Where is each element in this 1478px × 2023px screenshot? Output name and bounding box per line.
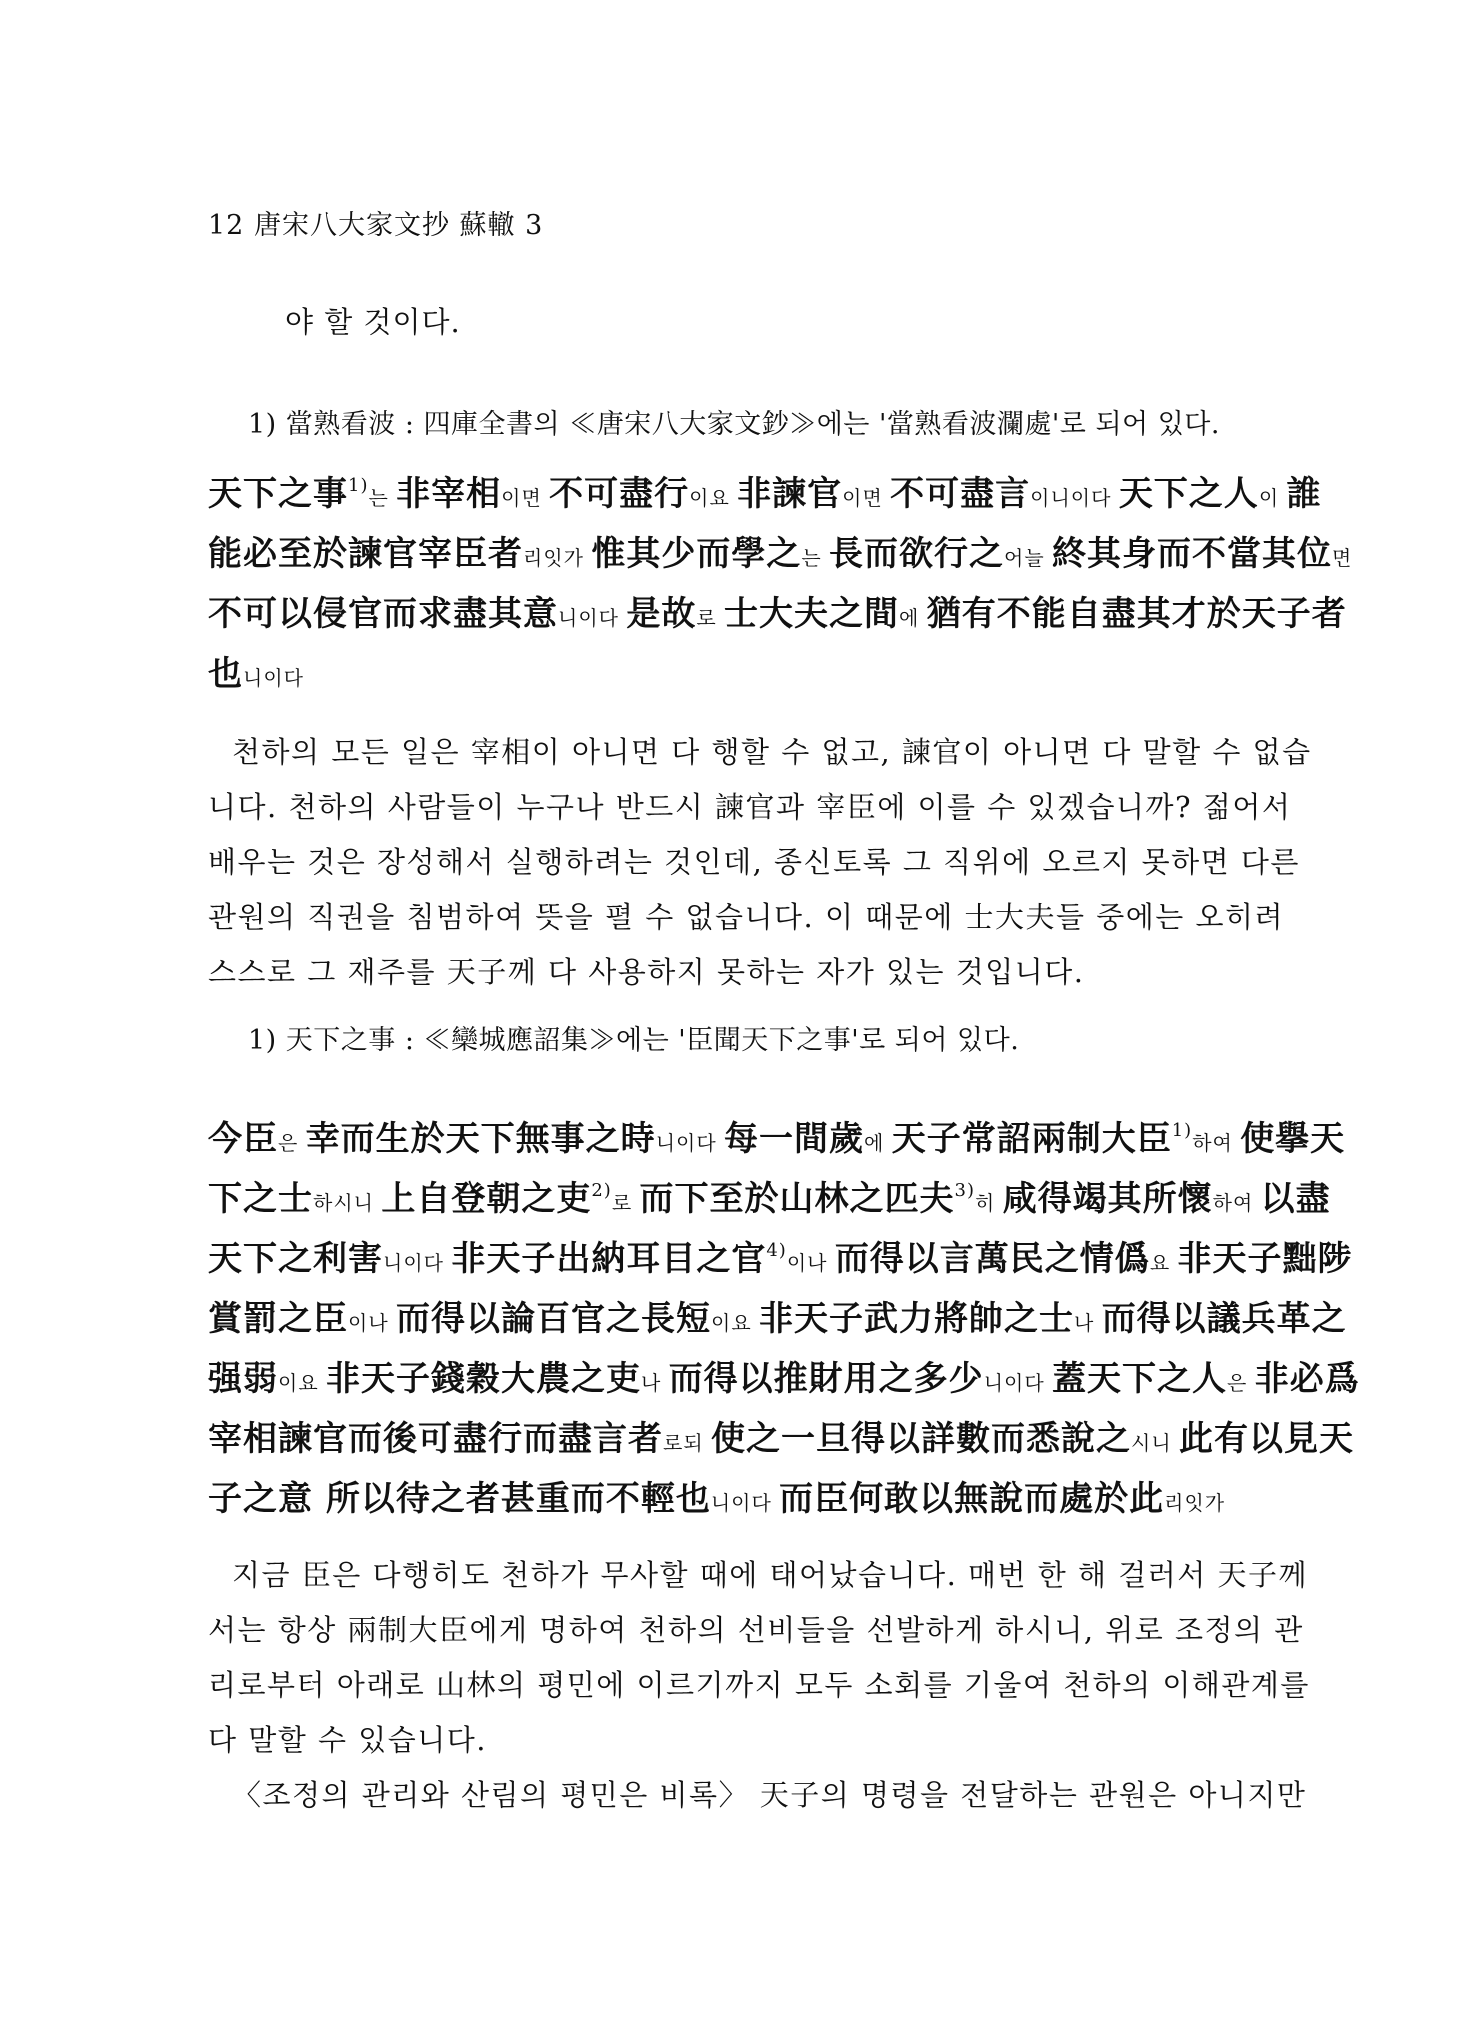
hangul-particle: 면 [1332, 546, 1353, 570]
hangul-particle: 이나 [786, 1251, 835, 1275]
hangul-particle: 는 [801, 546, 830, 570]
hanja-text: 天子常詔兩制大臣 [891, 1119, 1172, 1159]
hangul-particle: 로되 [663, 1431, 711, 1455]
hanja-text: 上自登朝之吏 [381, 1179, 592, 1219]
continuation-text: 야 할 것이다. [285, 305, 461, 339]
classical-line [208, 1170, 1331, 1232]
translation-line: 〈조정의 관리와 산림의 평민은 비록〉 天子의 명령을 전달하는 관원은 아니지만 [232, 1778, 1307, 1812]
hanja-text: 非諫官 [737, 474, 843, 514]
hangul-particle: 에 [899, 606, 927, 630]
hangul-particle: 이면 [842, 486, 891, 510]
footnote-marker: 1) [1171, 1120, 1193, 1141]
hanja-text: 天下之事 [208, 474, 348, 514]
translation-line: 지금 臣은 다행히도 천하가 무사할 때에 태어났습니다. 매번 한 해 걸러서 天子께 [232, 1558, 1309, 1592]
classical-line [208, 465, 1322, 527]
hangul-particle: 에 [864, 1131, 892, 1155]
classical-line [208, 585, 1347, 647]
hanja-text: 咸得竭其所懷 [1002, 1179, 1213, 1219]
hanja-text: 也 [208, 654, 243, 694]
hanja-text: 賞罰之臣 [208, 1299, 348, 1339]
hanja-text: 蓋天下之人 [1052, 1359, 1228, 1399]
hangul-particle: 이니이다 [1030, 486, 1119, 510]
hanja-text: 能必至於諫官宰臣者 [208, 534, 523, 574]
hangul-particle: 하여 [1212, 1191, 1261, 1215]
translation-line: 관원의 직권을 침범하여 뜻을 펼 수 없습니다. 이 때문에 士大夫들 중에는 오히려 [208, 900, 1285, 934]
hangul-particle: 로 [696, 606, 725, 630]
translation-line: 배우는 것은 장성해서 실행하려는 것인데, 종신토록 그 직위에 오르지 못하면 다른 [208, 845, 1300, 879]
hanja-text: 此有以見天 [1179, 1419, 1354, 1459]
translation-line: 니다. 천하의 사람들이 누구나 반드시 諫官과 宰臣에 이를 수 있겠습니까? 젊어서 [208, 790, 1292, 824]
hanja-text: 非必爲 [1254, 1359, 1360, 1399]
translation-line: 스스로 그 재주를 天子께 다 사용하지 못하는 자가 있는 것입니다. [208, 955, 1085, 989]
hanja-text: 不可盡行 [549, 474, 690, 514]
hanja-text: 惟其少而學之 [591, 534, 802, 574]
classical-line [208, 525, 1352, 587]
hanja-text: 不可盡言 [890, 474, 1031, 514]
hanja-text: 非宰相 [396, 474, 502, 514]
classical-line [208, 645, 304, 707]
translation-line: 서는 항상 兩制大臣에게 명하여 천하의 선비들을 선발하게 하시니, 위로 조정의 관 [208, 1613, 1304, 1647]
hanja-text: 使擧天 [1240, 1119, 1346, 1159]
hangul-particle: 어늘 [1004, 546, 1053, 570]
hangul-particle: 니이다 [983, 1371, 1053, 1395]
hanja-text: 而臣何敢以無說而處於此 [779, 1479, 1165, 1519]
footnote-marker: 3) [954, 1180, 975, 1201]
hanja-text: 宰相諫官而後可盡行而盡言者 [208, 1419, 663, 1459]
hanja-text: 而得以議兵革之 [1101, 1299, 1347, 1339]
hanja-text: 下之士 [208, 1179, 313, 1219]
classical-line [208, 1470, 1225, 1532]
hanja-text: 以盡 [1260, 1179, 1331, 1219]
hangul-particle: 나 [641, 1371, 669, 1395]
hanja-text: 今臣 [208, 1119, 278, 1159]
hanja-text: 使之一旦得以詳數而悉說之 [711, 1419, 1131, 1459]
footnote-marker: 4) [766, 1240, 787, 1261]
hangul-particle: 시니 [1131, 1431, 1179, 1455]
hanja-text: 非天子錢穀大農之吏 [326, 1359, 641, 1399]
hangul-particle: 이면 [501, 486, 550, 510]
hanja-text: 而得以推財用之多少 [668, 1359, 984, 1399]
hangul-particle: 히 [974, 1191, 1003, 1215]
hanja-text: 强弱 [208, 1359, 278, 1399]
hangul-particle: 리잇가 [1164, 1491, 1226, 1515]
hangul-particle: 이요 [711, 1311, 759, 1335]
footnote-marker: 2) [591, 1180, 612, 1201]
hanja-text: 幸而生於天下無事之時 [305, 1119, 656, 1159]
footnote: 1) 天下之事 : ≪欒城應詔集≫에는 '臣聞天下之事'로 되어 있다. [248, 1025, 1020, 1056]
hangul-particle: 니이다 [655, 1131, 725, 1155]
classical-line [208, 1350, 1360, 1412]
hangul-particle: 이요 [689, 486, 738, 510]
hangul-particle: 은 [278, 1131, 306, 1155]
footnote-previous: 1) 當熟看波 : 四庫全書의 ≪唐宋八大家文鈔≫에는 '當熟看波瀾處'로 되어 있다. [248, 409, 1220, 440]
classical-line [208, 1290, 1347, 1352]
translation-line: 다 말할 수 있습니다. [208, 1723, 487, 1757]
classical-line [208, 1410, 1354, 1472]
page-header: 12 唐宋八大家文抄 蘇轍 3 [208, 210, 544, 241]
hanja-text: 誰 [1286, 474, 1322, 514]
classical-line [208, 1230, 1353, 1292]
hangul-particle: 리잇가 [523, 546, 592, 570]
hanja-text: 終其身而不當其位 [1052, 534, 1333, 574]
hanja-text: 猶有不能自盡其才於天子者 [926, 594, 1347, 634]
hanja-text: 子之意 所以待之者甚重而不輕也 [208, 1479, 711, 1519]
hangul-particle: 은 [1227, 1371, 1255, 1395]
translation-line: 리로부터 아래로 山林의 평민에 이르기까지 모두 소회를 기울여 천하의 이해관계를 [208, 1668, 1310, 1702]
hanja-text: 長而欲行之 [829, 534, 1005, 574]
hanja-text: 而得以論百官之長短 [396, 1299, 711, 1339]
hangul-particle: 니이다 [710, 1491, 780, 1515]
hangul-particle: 이 [1258, 486, 1287, 510]
hanja-text: 士大夫之間 [724, 594, 900, 634]
hanja-text: 非天子黜陟 [1177, 1239, 1353, 1279]
hangul-particle: 하시니 [313, 1191, 382, 1215]
hangul-particle: 요 [1149, 1251, 1178, 1275]
hanja-text: 而得以言萬民之情僞 [834, 1239, 1150, 1279]
hanja-text: 是故 [626, 594, 697, 634]
hangul-particle: 니이다 [383, 1251, 452, 1275]
hangul-particle: 이나 [348, 1311, 396, 1335]
footnote-marker: 1) [348, 475, 369, 496]
classical-line [208, 1110, 1345, 1172]
hanja-text: 天下之人 [1118, 474, 1259, 514]
hanja-text: 非天子武力將帥之士 [759, 1299, 1074, 1339]
hangul-particle: 니이다 [243, 666, 304, 690]
hangul-particle: 하여 [1192, 1131, 1241, 1155]
hangul-particle: 로 [611, 1191, 640, 1215]
hangul-particle: 니이다 [558, 606, 627, 630]
hanja-text: 不可以侵官而求盡其意 [208, 594, 558, 634]
hangul-particle: 이요 [278, 1371, 326, 1395]
translation-line: 천하의 모든 일은 宰相이 아니면 다 행할 수 없고, 諫官이 아니면 다 말할 수 없습 [232, 735, 1312, 769]
hanja-text: 每一間歲 [724, 1119, 865, 1159]
hangul-particle: 는 [368, 486, 397, 510]
hanja-text: 非天子出納耳目之官 [451, 1239, 767, 1279]
hangul-particle: 나 [1074, 1311, 1102, 1335]
hanja-text: 天下之利害 [208, 1239, 383, 1279]
hanja-text: 而下至於山林之匹夫 [639, 1179, 955, 1219]
